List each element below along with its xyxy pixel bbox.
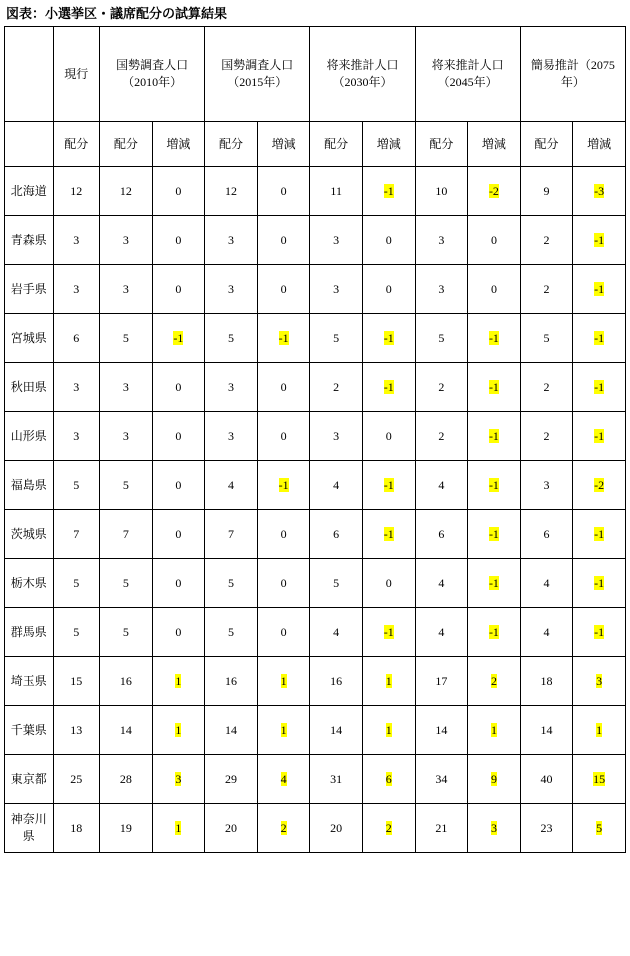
prefecture-name: 秋田県 <box>5 363 54 412</box>
cell-allocation: 5 <box>100 314 153 363</box>
cell-allocation: 5 <box>100 608 153 657</box>
highlighted-value: -1 <box>383 379 394 394</box>
highlighted-value: -2 <box>594 477 605 492</box>
highlighted-value: -1 <box>594 624 605 639</box>
highlighted-value: -1 <box>488 477 499 492</box>
cell-change: 0 <box>257 265 310 314</box>
cell-allocation: 2 <box>415 412 468 461</box>
cell-change <box>573 461 626 510</box>
subheader-proj2045-diff: 増減 <box>468 122 521 167</box>
highlighted-value: -1 <box>488 526 499 541</box>
highlighted-value: 1 <box>280 722 287 737</box>
cell-allocation: 23 <box>520 804 573 853</box>
cell-change <box>573 657 626 706</box>
highlighted-value: 2 <box>280 820 287 835</box>
cell-change <box>152 804 205 853</box>
cell-current-allocation: 12 <box>53 167 100 216</box>
cell-current-allocation: 15 <box>53 657 100 706</box>
cell-change <box>362 510 415 559</box>
highlighted-value: -1 <box>488 624 499 639</box>
table-row <box>5 804 626 853</box>
cell-allocation: 4 <box>205 461 258 510</box>
highlighted-value: 6 <box>385 771 392 786</box>
cell-change: 0 <box>468 216 521 265</box>
prefecture-name: 東京都 <box>5 755 54 804</box>
cell-allocation: 14 <box>205 706 258 755</box>
subheader-census2015-diff: 増減 <box>257 122 310 167</box>
cell-allocation: 5 <box>520 314 573 363</box>
table-body <box>5 167 626 853</box>
cell-allocation: 20 <box>310 804 363 853</box>
header-group-proj2030: 将来推計人口（2030年） <box>310 27 415 122</box>
prefecture-name: 山形県 <box>5 412 54 461</box>
cell-change: 0 <box>362 559 415 608</box>
cell-allocation: 3 <box>310 216 363 265</box>
cell-change <box>468 755 521 804</box>
highlighted-value: 1 <box>596 722 603 737</box>
subheader-census2010-diff: 増減 <box>152 122 205 167</box>
cell-allocation: 3 <box>205 363 258 412</box>
cell-change: 0 <box>152 510 205 559</box>
header-group-proj2045: 将来推計人口（2045年） <box>415 27 520 122</box>
cell-current-allocation: 5 <box>53 608 100 657</box>
cell-allocation: 18 <box>520 657 573 706</box>
highlighted-value: -1 <box>488 330 499 345</box>
subheader-simple2075-diff: 増減 <box>573 122 626 167</box>
cell-change <box>362 755 415 804</box>
cell-change <box>468 706 521 755</box>
cell-allocation: 5 <box>100 559 153 608</box>
cell-change <box>573 265 626 314</box>
highlighted-value: -1 <box>594 379 605 394</box>
cell-allocation: 3 <box>100 216 153 265</box>
highlighted-value: -1 <box>173 330 184 345</box>
cell-change <box>468 657 521 706</box>
table-header <box>5 27 626 167</box>
cell-allocation: 29 <box>205 755 258 804</box>
cell-current-allocation: 3 <box>53 265 100 314</box>
cell-allocation: 12 <box>205 167 258 216</box>
cell-allocation: 16 <box>205 657 258 706</box>
cell-change <box>468 461 521 510</box>
prefecture-name: 神奈川県 <box>5 804 54 853</box>
cell-allocation: 14 <box>415 706 468 755</box>
highlighted-value: 1 <box>385 673 392 688</box>
cell-current-allocation: 5 <box>53 461 100 510</box>
cell-change: 0 <box>362 412 415 461</box>
cell-change: 0 <box>152 265 205 314</box>
prefecture-name: 千葉県 <box>5 706 54 755</box>
table-row <box>5 706 626 755</box>
prefecture-name: 埼玉県 <box>5 657 54 706</box>
cell-current-allocation: 13 <box>53 706 100 755</box>
cell-change: 0 <box>152 461 205 510</box>
highlighted-value: -1 <box>278 477 289 492</box>
cell-allocation: 14 <box>100 706 153 755</box>
highlighted-value: 1 <box>175 722 182 737</box>
cell-change <box>573 216 626 265</box>
highlighted-value: 2 <box>490 673 497 688</box>
cell-change: 0 <box>257 510 310 559</box>
cell-allocation: 5 <box>205 608 258 657</box>
cell-allocation: 10 <box>415 167 468 216</box>
cell-change <box>257 706 310 755</box>
prefecture-name: 岩手県 <box>5 265 54 314</box>
highlighted-value: -1 <box>383 330 394 345</box>
subheader-proj2030-diff: 増減 <box>362 122 415 167</box>
cell-allocation: 5 <box>205 314 258 363</box>
cell-allocation: 4 <box>520 608 573 657</box>
cell-current-allocation: 18 <box>53 804 100 853</box>
highlighted-value: 1 <box>385 722 392 737</box>
cell-change <box>152 314 205 363</box>
cell-allocation: 2 <box>310 363 363 412</box>
subheader-census2010-alloc: 配分 <box>100 122 153 167</box>
cell-allocation: 2 <box>520 363 573 412</box>
highlighted-value: 3 <box>490 820 497 835</box>
cell-allocation: 3 <box>100 363 153 412</box>
cell-change: 0 <box>152 363 205 412</box>
subheader-current-alloc: 配分 <box>53 122 100 167</box>
cell-current-allocation: 25 <box>53 755 100 804</box>
prefecture-name: 群馬県 <box>5 608 54 657</box>
cell-change <box>573 412 626 461</box>
cell-change: 0 <box>152 412 205 461</box>
highlighted-value: 3 <box>175 771 182 786</box>
highlighted-value: -1 <box>488 379 499 394</box>
highlighted-value: 1 <box>490 722 497 737</box>
cell-allocation: 7 <box>100 510 153 559</box>
cell-change <box>362 657 415 706</box>
header-group-census2015: 国勢調査人口（2015年） <box>205 27 310 122</box>
cell-change <box>573 314 626 363</box>
cell-allocation: 28 <box>100 755 153 804</box>
cell-change: 0 <box>362 216 415 265</box>
table-row <box>5 755 626 804</box>
cell-change <box>468 510 521 559</box>
cell-change: 0 <box>362 265 415 314</box>
cell-allocation: 5 <box>310 314 363 363</box>
cell-change <box>152 755 205 804</box>
cell-allocation: 3 <box>310 265 363 314</box>
cell-current-allocation: 6 <box>53 314 100 363</box>
header-group-current: 現行 <box>53 27 100 122</box>
highlighted-value: -1 <box>278 330 289 345</box>
prefecture-name: 宮城県 <box>5 314 54 363</box>
prefecture-name: 青森県 <box>5 216 54 265</box>
cell-allocation: 34 <box>415 755 468 804</box>
cell-allocation: 19 <box>100 804 153 853</box>
subheader-blank <box>5 122 54 167</box>
cell-change <box>362 706 415 755</box>
cell-allocation: 4 <box>415 461 468 510</box>
highlighted-value: 4 <box>280 771 287 786</box>
cell-allocation: 21 <box>415 804 468 853</box>
highlighted-value: 15 <box>593 771 606 786</box>
cell-allocation: 9 <box>520 167 573 216</box>
cell-change <box>573 804 626 853</box>
highlighted-value: 3 <box>596 673 603 688</box>
header-group-census2010: 国勢調査人口（2010年） <box>100 27 205 122</box>
prefecture-name: 栃木県 <box>5 559 54 608</box>
cell-change <box>362 363 415 412</box>
cell-allocation: 5 <box>415 314 468 363</box>
highlighted-value: -1 <box>594 526 605 541</box>
cell-change: 0 <box>152 167 205 216</box>
cell-allocation: 11 <box>310 167 363 216</box>
cell-allocation: 3 <box>205 216 258 265</box>
cell-change <box>257 657 310 706</box>
cell-change: 0 <box>257 167 310 216</box>
cell-allocation: 6 <box>310 510 363 559</box>
cell-allocation: 14 <box>520 706 573 755</box>
cell-change <box>573 608 626 657</box>
cell-allocation: 5 <box>100 461 153 510</box>
highlighted-value: -1 <box>594 330 605 345</box>
cell-allocation: 7 <box>205 510 258 559</box>
table-row <box>5 314 626 363</box>
cell-change <box>573 755 626 804</box>
highlighted-value: -1 <box>594 232 605 247</box>
cell-allocation: 14 <box>310 706 363 755</box>
highlighted-value: -1 <box>594 575 605 590</box>
prefecture-name: 福島県 <box>5 461 54 510</box>
highlighted-value: -1 <box>383 477 394 492</box>
cell-allocation: 3 <box>205 412 258 461</box>
cell-change: 0 <box>257 608 310 657</box>
cell-allocation: 12 <box>100 167 153 216</box>
cell-change <box>468 412 521 461</box>
cell-change <box>257 314 310 363</box>
cell-allocation: 2 <box>520 265 573 314</box>
table-row <box>5 167 626 216</box>
cell-change <box>468 559 521 608</box>
cell-change: 0 <box>257 412 310 461</box>
cell-change <box>468 314 521 363</box>
cell-allocation: 3 <box>415 216 468 265</box>
highlighted-value: 1 <box>175 673 182 688</box>
cell-allocation: 3 <box>520 461 573 510</box>
highlighted-value: -3 <box>594 183 605 198</box>
highlighted-value: -1 <box>488 575 499 590</box>
cell-allocation: 4 <box>310 461 363 510</box>
subheader-census2015-alloc: 配分 <box>205 122 258 167</box>
cell-allocation: 2 <box>415 363 468 412</box>
cell-change: 0 <box>468 265 521 314</box>
cell-change <box>257 755 310 804</box>
cell-change <box>152 706 205 755</box>
cell-allocation: 2 <box>520 412 573 461</box>
cell-change <box>468 608 521 657</box>
highlighted-value: 2 <box>385 820 392 835</box>
cell-current-allocation: 5 <box>53 559 100 608</box>
seat-allocation-table <box>4 26 626 853</box>
cell-change <box>573 510 626 559</box>
cell-allocation: 3 <box>310 412 363 461</box>
highlighted-value: -1 <box>383 183 394 198</box>
cell-change <box>257 804 310 853</box>
group-header-row <box>5 27 626 122</box>
cell-change <box>257 461 310 510</box>
figure-caption: 図表：小選挙区・議席配分の試算結果 <box>6 6 228 21</box>
cell-allocation: 4 <box>415 559 468 608</box>
table-row <box>5 363 626 412</box>
cell-allocation: 3 <box>205 265 258 314</box>
highlighted-value: 9 <box>490 771 497 786</box>
prefecture-name: 茨城県 <box>5 510 54 559</box>
subheader-proj2045-alloc: 配分 <box>415 122 468 167</box>
cell-current-allocation: 3 <box>53 216 100 265</box>
header-group-simple2075: 簡易推計（2075年） <box>520 27 625 122</box>
cell-change <box>468 167 521 216</box>
table-row <box>5 608 626 657</box>
cell-allocation: 17 <box>415 657 468 706</box>
cell-change: 0 <box>152 559 205 608</box>
subheader-simple2075-alloc: 配分 <box>520 122 573 167</box>
table-row <box>5 461 626 510</box>
cell-change: 0 <box>152 216 205 265</box>
cell-change: 0 <box>257 559 310 608</box>
cell-change <box>573 706 626 755</box>
highlighted-value: -1 <box>383 526 394 541</box>
table-row <box>5 412 626 461</box>
cell-allocation: 3 <box>100 412 153 461</box>
table-row <box>5 510 626 559</box>
cell-current-allocation: 3 <box>53 412 100 461</box>
subheader-proj2030-alloc: 配分 <box>310 122 363 167</box>
cell-allocation: 3 <box>415 265 468 314</box>
cell-change: 0 <box>152 608 205 657</box>
cell-allocation: 4 <box>310 608 363 657</box>
cell-change <box>573 363 626 412</box>
highlighted-value: -2 <box>488 183 499 198</box>
table-row <box>5 559 626 608</box>
cell-allocation: 4 <box>415 608 468 657</box>
cell-allocation: 16 <box>310 657 363 706</box>
highlighted-value: 5 <box>596 820 603 835</box>
cell-change <box>468 804 521 853</box>
cell-change <box>362 804 415 853</box>
cell-change <box>362 314 415 363</box>
highlighted-value: 1 <box>280 673 287 688</box>
cell-change: 0 <box>257 216 310 265</box>
highlighted-value: -1 <box>488 428 499 443</box>
cell-current-allocation: 7 <box>53 510 100 559</box>
cell-allocation: 4 <box>520 559 573 608</box>
cell-change <box>362 167 415 216</box>
table-row <box>5 216 626 265</box>
cell-change: 0 <box>257 363 310 412</box>
cell-allocation: 3 <box>100 265 153 314</box>
cell-change <box>573 167 626 216</box>
cell-allocation: 6 <box>415 510 468 559</box>
cell-allocation: 16 <box>100 657 153 706</box>
highlighted-value: -1 <box>383 624 394 639</box>
cell-current-allocation: 3 <box>53 363 100 412</box>
cell-allocation: 5 <box>205 559 258 608</box>
highlighted-value: -1 <box>594 281 605 296</box>
cell-change <box>152 657 205 706</box>
cell-allocation: 40 <box>520 755 573 804</box>
cell-change <box>362 461 415 510</box>
sub-header-row <box>5 122 626 167</box>
cell-allocation: 6 <box>520 510 573 559</box>
cell-allocation: 2 <box>520 216 573 265</box>
table-row <box>5 657 626 706</box>
cell-change <box>362 608 415 657</box>
cell-allocation: 5 <box>310 559 363 608</box>
cell-allocation: 31 <box>310 755 363 804</box>
highlighted-value: -1 <box>594 428 605 443</box>
cell-change <box>573 559 626 608</box>
cell-change <box>468 363 521 412</box>
highlighted-value: 1 <box>175 820 182 835</box>
cell-allocation: 20 <box>205 804 258 853</box>
table-row <box>5 265 626 314</box>
prefecture-name: 北海道 <box>5 167 54 216</box>
header-prefecture <box>5 27 54 122</box>
